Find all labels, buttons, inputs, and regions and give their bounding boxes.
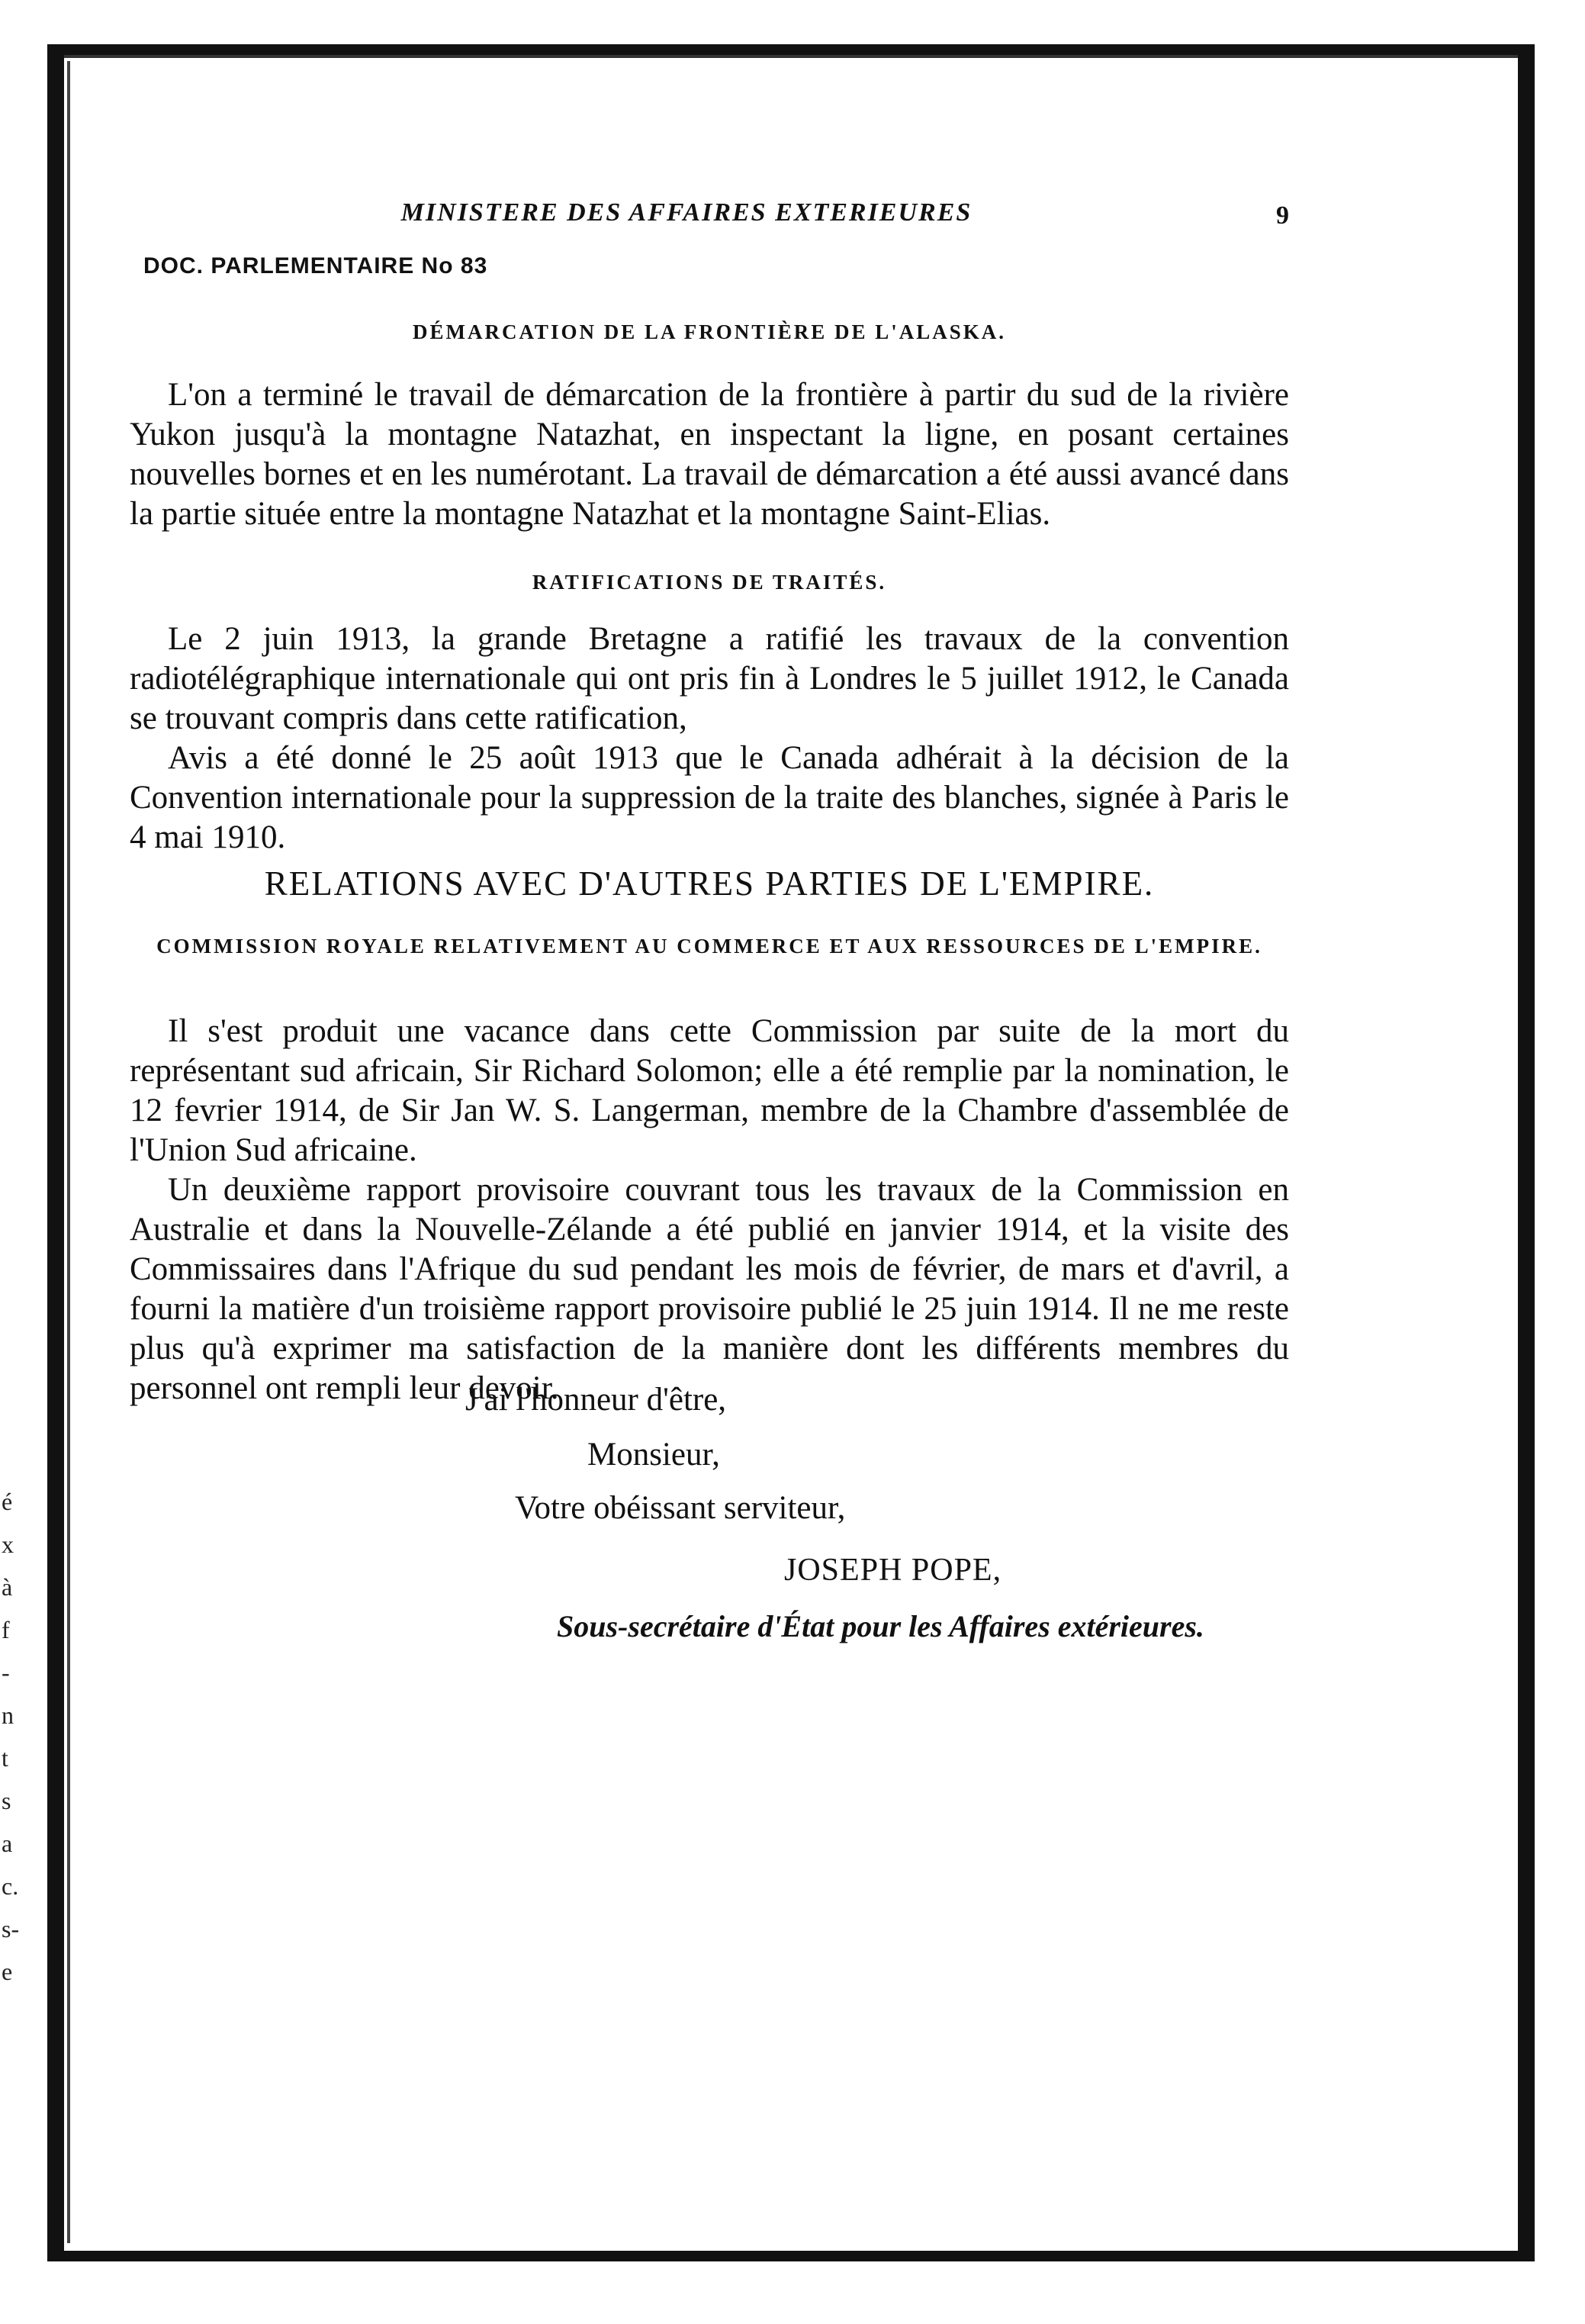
paragraph-ratifications-2: Avis a été donné le 25 août 1913 que le Canada adhérait à la décision de la Convention internationale pour la suppression de la traite des blanches, signée à Paris le 4 mai 1910. — [130, 740, 1289, 855]
page-number: 9 — [1276, 201, 1289, 230]
signature-title: Sous-secrétaire d'État pour les Affaires extérieures. — [557, 1609, 1204, 1643]
running-head — [130, 198, 1289, 244]
section-heading-relations: RELATIONS AVEC D'AUTRES PARTIES DE L'EMPIRE. — [264, 864, 1155, 903]
ratifications-body — [130, 620, 1289, 858]
page-border-left — [47, 44, 64, 2261]
closing-line-2: Monsieur, — [587, 1437, 720, 1473]
paragraph-alaska: L'on a terminé le travail de démarcation de la frontière à partir du sud de la rivière Yukon jusqu'à la montagne Natazhat, en inspectant la ligne, en posant certaines nouvelles bornes et en les numérotant. La travail de démarcation a été aussi avancé dans la partie située entre la montagne Natazhat et la montagne Saint-Elias. — [130, 377, 1289, 532]
doc-reference: DOC. PARLEMENTAIRE No 83 — [143, 253, 488, 278]
paragraph-commission-1: Il s'est produit une vacance dans cette Commission par suite de la mort du représentant sud africain, Sir Richard Solomon; elle a été remplie par la nomination, le 12 fevrier 1914, de Sir Jan W. S. Langerman, membre de la Chambre d'assemblée de l'Union Sud africaine. — [130, 1013, 1289, 1168]
page-border-left-inner — [67, 61, 70, 2243]
page-border-top-inner — [47, 55, 1535, 58]
section-heading-alaska: DÉMARCATION DE LA FRONTIÈRE DE L'ALASKA. — [412, 320, 1007, 343]
left-margin-fragment: é x à f - n t s a c. s- e — [2, 1488, 20, 1985]
page-border-bottom — [47, 2251, 1535, 2261]
commission-body — [130, 1012, 1289, 1408]
running-title: MINISTERE DES AFFAIRES EXTERIEURES — [400, 198, 973, 227]
paragraph-ratifications-1: Le 2 juin 1913, la grande Bretagne a ratifié les travaux de la convention radiotélégraphique internationale qui ont pris fin à Londres le 5 juillet 1912, le Canada se trouvant compris dans cette ratification, — [130, 621, 1289, 736]
section-heading-ratifications: RATIFICATIONS DE TRAITÉS. — [532, 571, 887, 594]
closing-line-1: J'ai l'honneur d'être, — [465, 1382, 727, 1418]
paragraph-commission-2: Un deuxième rapport provisoire couvrant tous les travaux de la Commission en Australie et dans la Nouvelle-Zélande a été publié en janvier 1914, et la visite des Commissaires dans l'Afrique du sud pendant les mois de février, de mars et d'avril, a fourni la matière d'un troisième rapport provisoire publié le 25 juin 1914. Il ne me reste plus qu'à exprimer ma satisfaction de la manière dont les différents membres du personnel ont rempli leur devoir. — [130, 1172, 1289, 1406]
page-border-right — [1518, 44, 1535, 2261]
section-heading-commission: COMMISSION ROYALE RELATIVEMENT AU COMMERCE ET AUX RESSOURCES DE L'EMPIRE. — [156, 935, 1262, 958]
signature-name: JOSEPH POPE, — [784, 1553, 1002, 1588]
page-border-top — [47, 44, 1535, 55]
closing-line-3: Votre obéissant serviteur, — [515, 1490, 846, 1526]
